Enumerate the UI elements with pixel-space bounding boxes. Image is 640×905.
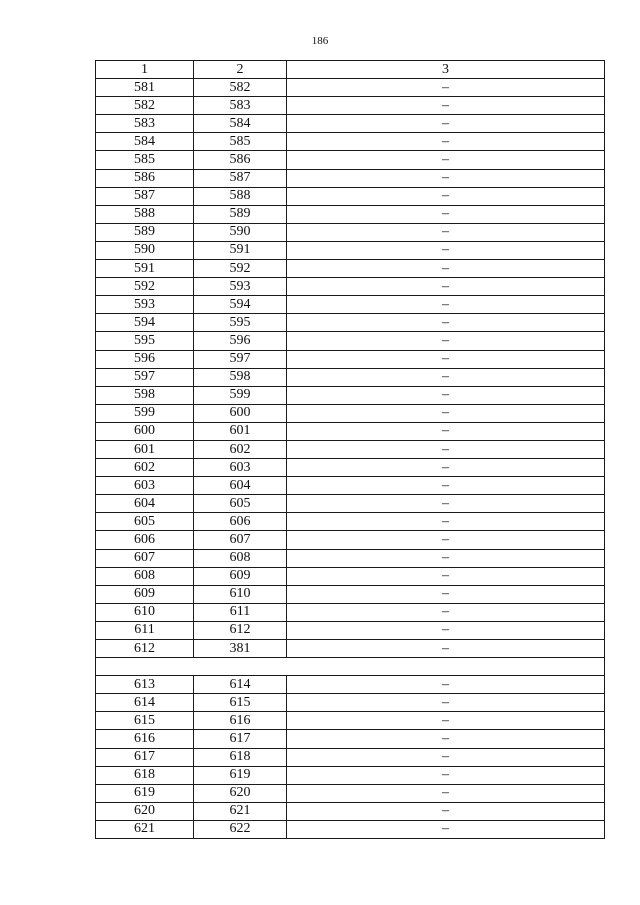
table-header bbox=[96, 61, 605, 79]
table-cell-col-2: 593 bbox=[194, 278, 287, 296]
table-cell-col-2: 616 bbox=[194, 712, 287, 730]
table-cell-col-3: – bbox=[287, 748, 605, 766]
table-cell-col-2: 582 bbox=[194, 79, 287, 97]
table-cell-col-2: 599 bbox=[194, 386, 287, 404]
table-cell-col-1: 612 bbox=[96, 640, 194, 658]
table-cell-col-2: 596 bbox=[194, 332, 287, 350]
table-cell-col-1: 611 bbox=[96, 621, 194, 639]
table-cell-col-2: 585 bbox=[194, 133, 287, 151]
table-cell-col-2: 608 bbox=[194, 549, 287, 567]
table-cell-col-2: 587 bbox=[194, 169, 287, 187]
table-cell-col-2: 618 bbox=[194, 748, 287, 766]
table-cell-col-2: 584 bbox=[194, 115, 287, 133]
table-cell-col-1: 616 bbox=[96, 730, 194, 748]
blank-separator-cell bbox=[96, 658, 605, 676]
table-cell-col-3: – bbox=[287, 422, 605, 440]
table-cell-col-3: – bbox=[287, 151, 605, 169]
table-cell-col-1: 595 bbox=[96, 332, 194, 350]
page-number: 186 bbox=[311, 35, 329, 47]
table-cell-col-3: – bbox=[287, 314, 605, 332]
table-cell-col-1: 581 bbox=[96, 79, 194, 97]
table-row bbox=[96, 513, 605, 531]
table-cell-col-3: – bbox=[287, 97, 605, 115]
table-row bbox=[96, 712, 605, 730]
table-cell-col-2: 591 bbox=[194, 241, 287, 259]
table-cell-col-3: – bbox=[287, 133, 605, 151]
table-cell-col-1: 621 bbox=[96, 820, 194, 838]
table-cell-col-2: 619 bbox=[194, 766, 287, 784]
table-row bbox=[96, 748, 605, 766]
table-cell-col-1: 617 bbox=[96, 748, 194, 766]
blank-separator-row bbox=[96, 658, 605, 676]
table-cell-col-2: 589 bbox=[194, 205, 287, 223]
table-row bbox=[96, 223, 605, 241]
table-cell-col-1: 594 bbox=[96, 314, 194, 332]
table-cell-col-2: 622 bbox=[194, 820, 287, 838]
table-row bbox=[96, 260, 605, 278]
table-cell-col-3: – bbox=[287, 205, 605, 223]
table-row bbox=[96, 459, 605, 477]
table-cell-col-3: – bbox=[287, 802, 605, 820]
table-cell-col-1: 591 bbox=[96, 260, 194, 278]
table-row bbox=[96, 676, 605, 694]
table-cell-col-1: 615 bbox=[96, 712, 194, 730]
table-cell-col-1: 598 bbox=[96, 386, 194, 404]
table-cell-col-2: 604 bbox=[194, 477, 287, 495]
table-cell-col-1: 603 bbox=[96, 477, 194, 495]
table-cell-col-1: 606 bbox=[96, 531, 194, 549]
table-row bbox=[96, 332, 605, 350]
table-cell-col-1: 592 bbox=[96, 278, 194, 296]
table-cell-col-3: – bbox=[287, 169, 605, 187]
table-cell-col-1: 605 bbox=[96, 513, 194, 531]
table-cell-col-3: – bbox=[287, 784, 605, 802]
table-cell-col-2: 607 bbox=[194, 531, 287, 549]
table-cell-col-3: – bbox=[287, 694, 605, 712]
table-cell-col-1: 593 bbox=[96, 296, 194, 314]
table-row bbox=[96, 640, 605, 658]
table-row bbox=[96, 495, 605, 513]
table-cell-col-2: 605 bbox=[194, 495, 287, 513]
table-cell-col-2: 617 bbox=[194, 730, 287, 748]
table-row bbox=[96, 440, 605, 458]
table-cell-col-3: – bbox=[287, 260, 605, 278]
table-cell-col-2: 600 bbox=[194, 404, 287, 422]
table-cell-col-3: – bbox=[287, 640, 605, 658]
table-cell-col-3: – bbox=[287, 115, 605, 133]
table-cell-col-3: – bbox=[287, 531, 605, 549]
table-row bbox=[96, 386, 605, 404]
table-cell-col-2: 595 bbox=[194, 314, 287, 332]
table-cell-col-1: 588 bbox=[96, 205, 194, 223]
table-cell-col-2: 597 bbox=[194, 350, 287, 368]
table-cell-col-3: – bbox=[287, 332, 605, 350]
table-cell-col-3: – bbox=[287, 549, 605, 567]
table-cell-col-2: 610 bbox=[194, 585, 287, 603]
table-cell-col-1: 583 bbox=[96, 115, 194, 133]
column-header-3: 3 bbox=[287, 61, 605, 79]
table-cell-col-3: – bbox=[287, 223, 605, 241]
table-row bbox=[96, 404, 605, 422]
table-cell-col-2: 621 bbox=[194, 802, 287, 820]
table-cell-col-3: – bbox=[287, 766, 605, 784]
table-row bbox=[96, 133, 605, 151]
table-cell-col-3: – bbox=[287, 603, 605, 621]
table-row bbox=[96, 694, 605, 712]
table-cell-col-2: 586 bbox=[194, 151, 287, 169]
table-cell-col-1: 618 bbox=[96, 766, 194, 784]
table-cell-col-1: 609 bbox=[96, 585, 194, 603]
table-cell-col-1: 585 bbox=[96, 151, 194, 169]
table-cell-col-2: 614 bbox=[194, 676, 287, 694]
table-body bbox=[96, 79, 605, 839]
table-cell-col-1: 619 bbox=[96, 784, 194, 802]
table-cell-col-2: 594 bbox=[194, 296, 287, 314]
table-row bbox=[96, 115, 605, 133]
table-cell-col-2: 606 bbox=[194, 513, 287, 531]
table-cell-col-3: – bbox=[287, 350, 605, 368]
table-row bbox=[96, 296, 605, 314]
table-cell-col-3: – bbox=[287, 296, 605, 314]
table-row bbox=[96, 151, 605, 169]
table-cell-col-2: 588 bbox=[194, 187, 287, 205]
table-row bbox=[96, 422, 605, 440]
table-cell-col-1: 597 bbox=[96, 368, 194, 386]
table-cell-col-2: 620 bbox=[194, 784, 287, 802]
table-row bbox=[96, 784, 605, 802]
table-cell-col-1: 620 bbox=[96, 802, 194, 820]
table-row bbox=[96, 278, 605, 296]
table-cell-col-1: 602 bbox=[96, 459, 194, 477]
table-row bbox=[96, 621, 605, 639]
data-table bbox=[95, 60, 605, 839]
table-cell-col-2: 583 bbox=[194, 97, 287, 115]
table-cell-col-1: 584 bbox=[96, 133, 194, 151]
table-cell-col-3: – bbox=[287, 79, 605, 97]
table-row bbox=[96, 477, 605, 495]
table-cell-col-2: 602 bbox=[194, 440, 287, 458]
table-cell-col-1: 590 bbox=[96, 241, 194, 259]
table-cell-col-1: 600 bbox=[96, 422, 194, 440]
table-cell-col-3: – bbox=[287, 513, 605, 531]
table-cell-col-2: 598 bbox=[194, 368, 287, 386]
table-cell-col-1: 614 bbox=[96, 694, 194, 712]
table-cell-col-1: 587 bbox=[96, 187, 194, 205]
table-row bbox=[96, 585, 605, 603]
table-cell-col-1: 601 bbox=[96, 440, 194, 458]
table-cell-col-2: 615 bbox=[194, 694, 287, 712]
table-row bbox=[96, 766, 605, 784]
table-row bbox=[96, 603, 605, 621]
table-cell-col-1: 589 bbox=[96, 223, 194, 241]
table-cell-col-3: – bbox=[287, 187, 605, 205]
table-cell-col-3: – bbox=[287, 477, 605, 495]
table-cell-col-1: 613 bbox=[96, 676, 194, 694]
table-cell-col-3: – bbox=[287, 730, 605, 748]
table-cell-col-3: – bbox=[287, 676, 605, 694]
table-cell-col-1: 596 bbox=[96, 350, 194, 368]
table-cell-col-2: 612 bbox=[194, 621, 287, 639]
table-cell-col-1: 582 bbox=[96, 97, 194, 115]
table-cell-col-2: 611 bbox=[194, 603, 287, 621]
table-cell-col-3: – bbox=[287, 567, 605, 585]
table-cell-col-1: 599 bbox=[96, 404, 194, 422]
table-cell-col-3: – bbox=[287, 440, 605, 458]
table-cell-col-3: – bbox=[287, 459, 605, 477]
table-cell-col-3: – bbox=[287, 585, 605, 603]
table-row bbox=[96, 350, 605, 368]
table-row bbox=[96, 187, 605, 205]
table-row bbox=[96, 205, 605, 223]
header-row bbox=[96, 61, 605, 79]
table-cell-col-1: 610 bbox=[96, 603, 194, 621]
table-row bbox=[96, 368, 605, 386]
table-cell-col-1: 586 bbox=[96, 169, 194, 187]
table-cell-col-3: – bbox=[287, 404, 605, 422]
table-cell-col-3: – bbox=[287, 495, 605, 513]
table-cell-col-2: 603 bbox=[194, 459, 287, 477]
table-row bbox=[96, 241, 605, 259]
table-cell-col-3: – bbox=[287, 368, 605, 386]
table-row bbox=[96, 531, 605, 549]
table-row bbox=[96, 820, 605, 838]
column-header-2: 2 bbox=[194, 61, 287, 79]
table-cell-col-3: – bbox=[287, 621, 605, 639]
table-cell-col-3: – bbox=[287, 241, 605, 259]
column-header-1: 1 bbox=[96, 61, 194, 79]
table-row bbox=[96, 314, 605, 332]
table-cell-col-1: 607 bbox=[96, 549, 194, 567]
table-cell-col-3: – bbox=[287, 820, 605, 838]
table-row bbox=[96, 169, 605, 187]
table-cell-col-3: – bbox=[287, 278, 605, 296]
table-cell-col-1: 604 bbox=[96, 495, 194, 513]
table-cell-col-2: 590 bbox=[194, 223, 287, 241]
table-cell-col-2: 592 bbox=[194, 260, 287, 278]
table-cell-col-1: 608 bbox=[96, 567, 194, 585]
table-cell-col-3: – bbox=[287, 712, 605, 730]
table-cell-col-2: 381 bbox=[194, 640, 287, 658]
table-row bbox=[96, 567, 605, 585]
table-row bbox=[96, 79, 605, 97]
table-cell-col-3: – bbox=[287, 386, 605, 404]
table-cell-col-2: 601 bbox=[194, 422, 287, 440]
table-row bbox=[96, 802, 605, 820]
table-row bbox=[96, 97, 605, 115]
table-row bbox=[96, 730, 605, 748]
table-row bbox=[96, 549, 605, 567]
table-cell-col-2: 609 bbox=[194, 567, 287, 585]
